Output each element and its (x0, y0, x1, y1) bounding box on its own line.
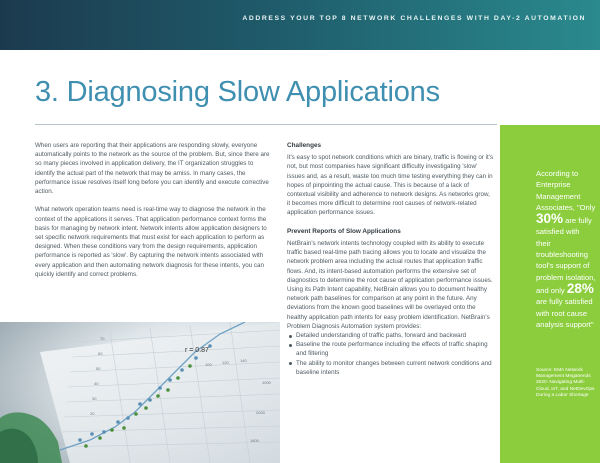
middle-column (287, 141, 494, 377)
title-divider (35, 124, 497, 125)
stat-intro: According to Enterprise Management Associates, "Only (536, 169, 596, 212)
photo-tick: 70 (100, 336, 105, 341)
source-citation: Source: EMA Network Management Megatrends 2020: Navigating Multi-Cloud, IoT, and NetDevOps During a Labor Shortage (536, 368, 595, 398)
challenges-heading: Challenges (287, 142, 322, 149)
prevent-heading: Prevent Reports of Slow Applications (287, 227, 401, 235)
photo-tick: 140 (240, 358, 247, 363)
photo-tick: 100 (205, 362, 212, 367)
stat-percent-1: 30% (536, 211, 564, 227)
photo-tick: 50 (96, 366, 101, 371)
photo-illustration (0, 322, 280, 463)
photo-tick: 40 (94, 381, 99, 386)
stat-end: are fully satisfied with root cause analysis support" (536, 297, 594, 329)
stat-middle: are fully satisfied with their troubleshooting tool's support of problem isolation, and only (536, 216, 596, 295)
page-title: 3. Diagnosing Slow Applications (35, 76, 440, 108)
list-item: The ability to monitor changes between current network conditions and baseline intents (287, 359, 494, 377)
stat-percent-2: 28% (566, 280, 594, 296)
photo-tick: 1600 (250, 438, 259, 443)
photo-tick: 2000 (256, 410, 265, 415)
photo-tick: 120 (222, 360, 229, 365)
photo-tick: 60 (98, 351, 103, 356)
list-item: Baseline the route performance including the effects of traffic shaping and filtering (287, 340, 494, 358)
header-banner (0, 0, 600, 50)
photo-tick: 20 (90, 411, 95, 416)
photo-tick: 30 (92, 396, 97, 401)
chart-photo (0, 322, 280, 463)
list-item: Detailed understanding of traffic paths, forward and backward (287, 331, 494, 340)
challenges-paragraph: It's easy to spot network conditions which are binary, traffic is flowing or it's not, but most companies have significant difficulty investigating 'slow' issues and, as a result, waste too much time testing everything they can in hopes of pinpointing the actual cause. This is because of a lack of contextual visibility and adherence to network designs. As networks grow, it becomes more difficult to determine root causes of network-related application performance issues. (287, 154, 494, 217)
header-title: ADDRESS YOUR TOP 8 NETWORK CHALLENGES WITH DAY-2 AUTOMATION (242, 15, 586, 22)
prevent-paragraph: NetBrain's network intents technology coupled with its ability to execute traffic based real-time path tracing allows you to locate and visualize the network problem area including the actual routes that application traffic flows. And, its intent-based automation performs the extensive set of diagnostics to determine the root cause of application performance issues. Using its Path Intent capability, NetBrain allows you to document healthy network path baselines for comparison at any point in the future. Any deviations from the known good baselines will be overlayed onto the healthy application path intents for easy problem identification. NetBrain's Problem Diagnosis Automation system provides: (287, 240, 493, 330)
stat-callout (536, 168, 596, 330)
intro-paragraph: When users are reporting that their applications are responding slowly, everyone automatically points to the network as the source of the problem. But, since there are so many pieces involved in application delivery, the IT organization struggles to identify the actual part of the network that may be amiss. In many cases, the performance issue resolves itself long before you can identify and execute corrective action. (35, 142, 270, 196)
capability-list (287, 331, 494, 377)
intent-paragraph: What network operation teams need is real-time way to diagnose the network in the context of the applications it serves. That application performance context forms the basis for managing by network intent. Network intents allow application designers to set specific network requirements that must exist for each application to perform as designed. When these conditions vary from the design requirements, application performance is reported as 'slow'. By capturing the network intents associated with every application and then automating network diagnosis for these intents, you can quickly identify and correct problems. (35, 206, 267, 278)
photo-correlation-label: r = 0.87 (185, 347, 209, 354)
left-column (35, 141, 273, 288)
photo-tick: 1000 (262, 380, 271, 385)
